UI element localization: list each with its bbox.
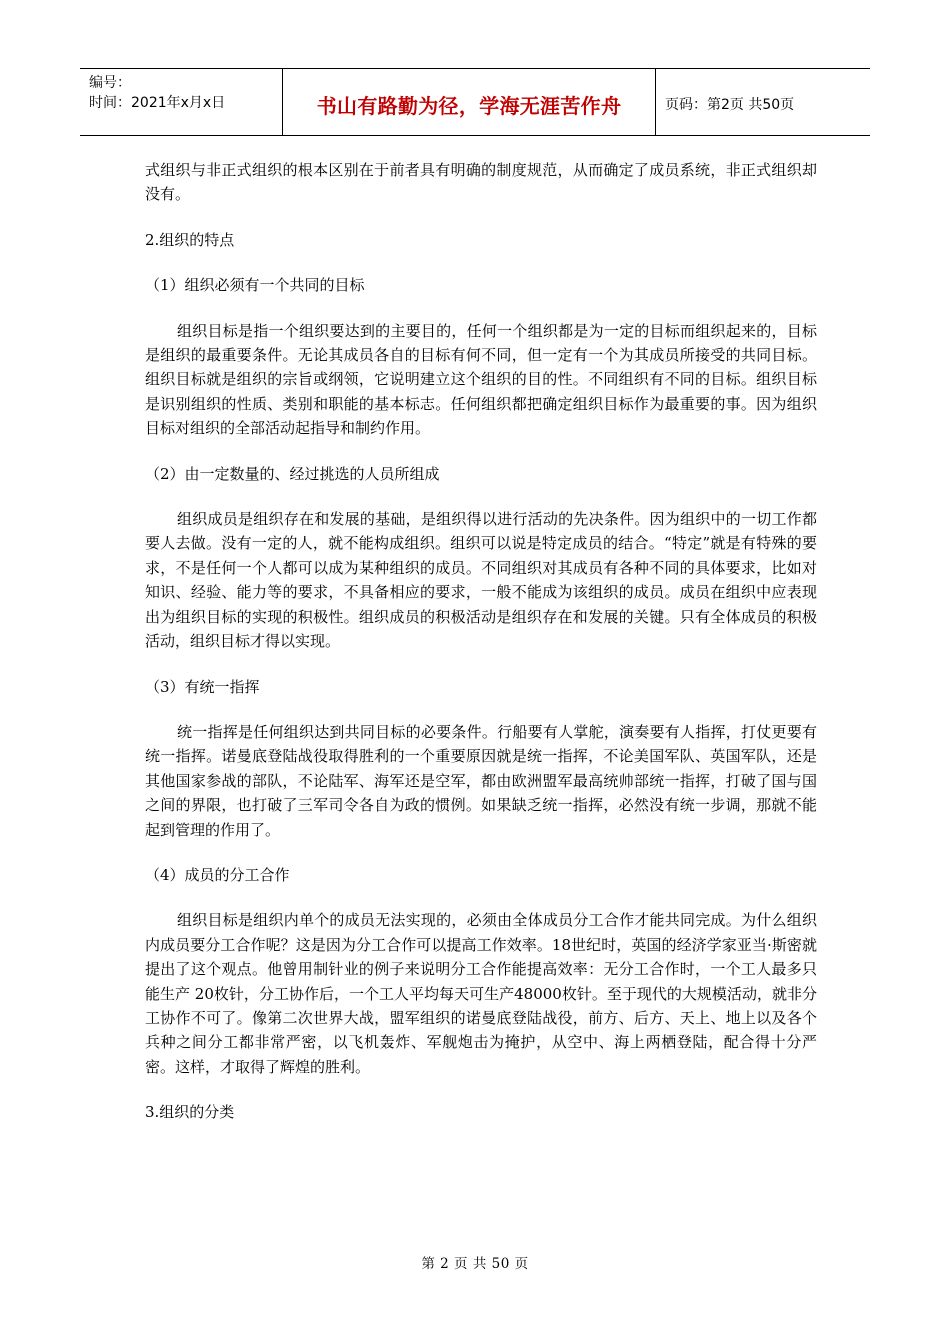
subsection-paragraph-4: 组织目标是组织内单个的成员无法实现的，必须由全体成员分工合作才能共同完成。为什么组织内成员要分工合作呢？这是因为分工合作可以提高工作效率。18世纪时，英国的经济学家亚当·斯密就提出了这个观点。他曾用制针业的例子来说明分工合作能提高效率：无分工合作时，一个工人最多只能生产 20枚针，分工协作后，一个工人平均每天可生产48000枚针。至于现代的大规模活动，就非分工协作不可了。像第二次世界大战，盟军组织的诺曼底登陆战役，前方、后方、天上、地上以及各个兵种之间分工都非常严密，以飞机轰炸、军舰炮击为掩护，从空中、海上两栖登陆，配合得十分严密。这样，才取得了辉煌的胜利。 <box>145 911 817 1076</box>
page-header <box>80 68 870 136</box>
subsection-paragraph-2: 组织成员是组织存在和发展的基础，是组织得以进行活动的先决条件。因为组织中的一切工作都要人去做。没有一定的人，就不能构成组织。组织可以说是特定成员的结合。“特定”就是有特殊的要求，不是任何一个人都可以成为某种组织的成员。不同组织对其成员有各种不同的具体要求，比如对知识、经验、能力等的要求，不具备相应的要求，一般不能成为该组织的成员。成员在组织中应表现出为组织目标的实现的积极性。组织成员的积极活动是组织存在和发展的关键。只有全体成员的积极活动，组织目标才得以实现。 <box>145 510 817 651</box>
header-motto: 书山有路勤为径，学海无涯苦作舟 <box>282 69 656 135</box>
subsection-title-2: （2）由一定数量的、经过挑选的人员所组成 <box>145 464 440 483</box>
subsection-paragraph-1: 组织目标是指一个组织要达到的主要目的，任何一个组织都是为一定的目标而组织起来的，目标是组织的最重要条件。无论其成员各自的目标有何不同，但一定有一个为其成员所接受的共同目标。组织目标就是组织的宗旨或纲领，它说明建立这个组织的目的性。不同组织有不同的目标。组织目标是识别组织的性质、类别和职能的基本标志。任何组织都把确定组织目标作为最重要的事。因为组织目标对组织的全部活动起指导和制约作用。 <box>145 321 817 438</box>
header-meta <box>80 69 282 135</box>
subsection-title-4: （4）成员的分工合作 <box>145 865 290 884</box>
document-body <box>145 158 817 1146</box>
serial-number-label: 编号： <box>89 75 131 91</box>
subsection-paragraph-3: 统一指挥是任何组织达到共同目标的必要条件。行船要有人掌舵，演奏要有人指挥，打仗更要有统一指挥。诺曼底登陆战役取得胜利的一个重要原因就是统一指挥，不论美国军队、英国军队，还是其他国家参战的部队，不论陆军、海军还是空军，都由欧洲盟军最高统帅部统一指挥，打破了国与国之间的界限，也打破了三军司令各自为政的惯例。如果缺乏统一指挥，必然没有统一步调，那就不能起到管理的作用了。 <box>145 722 817 839</box>
page-footer: 第 2 页 共 50 页 <box>421 1256 529 1272</box>
section-heading-features: 2.组织的特点 <box>145 230 235 249</box>
intro-paragraph: 式组织与非正式组织的根本区别在于前者具有明确的制度规范，从而确定了成员系统，非正式组织却没有。 <box>145 161 817 204</box>
header-page-info: 页码：第2页 共50页 <box>665 97 795 113</box>
subsection-title-1: （1）组织必须有一个共同的目标 <box>145 276 365 295</box>
date-line: 时间：2021年x月x日 <box>89 95 226 111</box>
subsection-title-3: （3）有统一指挥 <box>145 677 260 696</box>
section-heading-classification: 3.组织的分类 <box>145 1103 235 1122</box>
